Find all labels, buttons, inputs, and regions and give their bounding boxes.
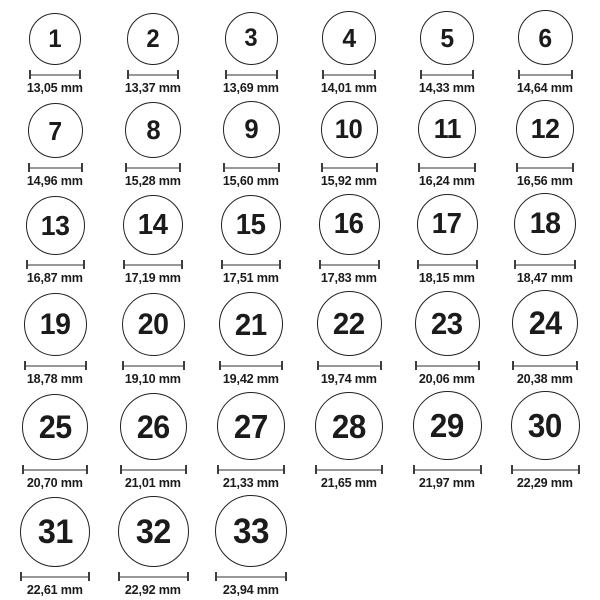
diameter-measure-line: [26, 260, 85, 269]
diameter-measure-line: [518, 70, 573, 79]
ring-size-cell: [300, 11, 398, 95]
ring-circle: [223, 101, 280, 158]
ring-size-number: 16: [334, 208, 364, 240]
diameter-label: 19,42 mm: [223, 371, 279, 386]
diameter-measure-line: [123, 260, 183, 269]
diameter-label: 15,92 mm: [321, 173, 377, 188]
ring-size-number: 29: [430, 407, 464, 444]
ring-size-cell: [104, 496, 202, 597]
ring-size-number: 2: [146, 24, 160, 53]
diameter-label: 20,38 mm: [517, 371, 573, 386]
ring-size-cell: [300, 194, 398, 285]
ring-size-cell: [6, 13, 104, 95]
ring-circle: [516, 100, 574, 158]
diameter-label: 22,61 mm: [27, 582, 83, 597]
ring-circle: [28, 103, 83, 158]
ring-circle: [322, 11, 376, 65]
ring-circle: [215, 495, 287, 567]
diameter-measure-line: [24, 361, 87, 370]
diameter-measure-line: [321, 163, 378, 172]
diameter-label: 16,56 mm: [517, 173, 573, 188]
ring-circle: [122, 293, 185, 356]
ring-circle: [20, 497, 90, 567]
ring-size-number: 33: [232, 511, 270, 551]
ring-size-cell: [104, 393, 202, 490]
ring-size-cell: [104, 102, 202, 188]
ring-circle: [24, 293, 87, 356]
diameter-measure-line: [512, 361, 578, 370]
ring-size-number: 17: [432, 208, 462, 240]
ring-circle: [415, 291, 480, 356]
ring-size-number: 27: [234, 407, 268, 445]
diameter-measure-line: [219, 361, 283, 370]
diameter-label: 13,37 mm: [125, 80, 181, 95]
diameter-label: 20,06 mm: [419, 371, 475, 386]
ring-circle: [317, 291, 382, 356]
diameter-label: 18,15 mm: [419, 270, 475, 285]
ring-size-cell: [398, 11, 496, 95]
ring-size-number: 18: [529, 207, 561, 240]
diameter-label: 21,97 mm: [419, 475, 475, 490]
ring-circle: [413, 391, 482, 460]
diameter-label: 19,74 mm: [321, 371, 377, 386]
ring-size-cell: [6, 497, 104, 597]
ring-size-cell: [104, 13, 202, 95]
ring-size-cell: [496, 290, 594, 386]
ring-size-cell: [202, 495, 300, 597]
diameter-measure-line: [217, 465, 285, 474]
diameter-measure-line: [417, 260, 478, 269]
diameter-measure-line: [29, 70, 81, 79]
diameter-measure-line: [20, 572, 90, 581]
ring-size-cell: [398, 100, 496, 188]
ring-size-number: 24: [528, 305, 562, 341]
ring-size-cell: [202, 392, 300, 490]
diameter-measure-line: [514, 260, 576, 269]
ring-circle: [319, 194, 380, 255]
diameter-label: 16,87 mm: [27, 270, 83, 285]
diameter-label: 14,01 mm: [321, 80, 377, 95]
diameter-label: 14,96 mm: [27, 173, 83, 188]
diameter-label: 21,33 mm: [223, 475, 279, 490]
ring-size-number: 11: [433, 113, 461, 144]
ring-size-number: 22: [333, 306, 365, 341]
diameter-measure-line: [118, 572, 189, 581]
ring-circle: [219, 292, 283, 356]
ring-size-cell: [398, 194, 496, 285]
diameter-measure-line: [511, 465, 580, 474]
ring-circle: [123, 195, 183, 255]
ring-size-cell: [300, 291, 398, 386]
diameter-label: 14,64 mm: [517, 80, 573, 95]
ring-circle: [120, 393, 187, 460]
ring-size-cell: [496, 100, 594, 188]
diameter-label: 13,05 mm: [27, 80, 83, 95]
diameter-measure-line: [22, 465, 88, 474]
diameter-label: 17,19 mm: [125, 270, 181, 285]
diameter-measure-line: [122, 361, 185, 370]
ring-size-cell: [496, 391, 594, 490]
diameter-measure-line: [225, 70, 278, 79]
diameter-measure-line: [516, 163, 574, 172]
diameter-measure-line: [315, 465, 383, 474]
ring-size-number: 12: [530, 113, 560, 144]
ring-size-cell: [496, 193, 594, 285]
diameter-measure-line: [28, 163, 83, 172]
ring-size-cell: [496, 10, 594, 95]
ring-size-number: 10: [335, 114, 363, 144]
diameter-measure-line: [120, 465, 187, 474]
ring-size-number: 9: [244, 114, 258, 144]
ring-size-number: 25: [38, 409, 72, 445]
ring-circle: [511, 391, 580, 460]
ring-size-number: 15: [236, 208, 266, 241]
ring-size-number: 3: [244, 24, 258, 52]
diameter-label: 20,70 mm: [27, 475, 83, 490]
diameter-label: 15,60 mm: [223, 173, 279, 188]
diameter-label: 14,33 mm: [419, 80, 475, 95]
ring-circle: [417, 194, 478, 255]
ring-size-number: 4: [342, 23, 356, 53]
ring-size-cell: [6, 293, 104, 386]
ring-size-number: 31: [37, 513, 73, 551]
ring-circle: [518, 10, 573, 65]
diameter-measure-line: [420, 70, 474, 79]
ring-circle: [514, 193, 576, 255]
diameter-label: 16,24 mm: [419, 173, 475, 188]
ring-size-cell: [398, 391, 496, 490]
ring-size-cell: [202, 101, 300, 188]
ring-size-cell: [398, 291, 496, 386]
diameter-measure-line: [322, 70, 376, 79]
ring-size-number: 6: [538, 22, 552, 53]
diameter-measure-line: [418, 163, 476, 172]
ring-size-number: 23: [431, 306, 463, 341]
diameter-measure-line: [319, 260, 380, 269]
ring-circle: [321, 101, 378, 158]
ring-circle: [221, 195, 281, 255]
ring-size-cell: [104, 195, 202, 285]
ring-size-number: 19: [39, 307, 71, 341]
ring-size-number: 26: [136, 408, 170, 445]
ring-size-number: 21: [235, 306, 267, 342]
diameter-label: 17,51 mm: [223, 270, 279, 285]
ring-circle: [118, 496, 189, 567]
ring-size-number: 30: [528, 407, 562, 444]
ring-circle: [217, 392, 285, 460]
diameter-label: 18,78 mm: [27, 371, 83, 386]
ring-circle: [29, 13, 81, 65]
ring-size-cell: [6, 103, 104, 188]
ring-size-number: 32: [135, 512, 171, 551]
diameter-measure-line: [415, 361, 480, 370]
diameter-measure-line: [223, 163, 280, 172]
ring-size-cell: [300, 392, 398, 490]
diameter-measure-line: [317, 361, 382, 370]
ring-size-cell: [202, 292, 300, 386]
ring-circle: [125, 102, 181, 158]
diameter-label: 18,47 mm: [517, 270, 573, 285]
ring-size-number: 13: [40, 209, 70, 241]
diameter-label: 19,10 mm: [125, 371, 181, 386]
diameter-measure-line: [221, 260, 281, 269]
ring-size-cell: [104, 293, 202, 386]
diameter-label: 22,92 mm: [125, 582, 181, 597]
diameter-label: 21,65 mm: [321, 475, 377, 490]
ring-circle: [418, 100, 476, 158]
ring-size-number: 5: [440, 23, 454, 53]
diameter-label: 21,01 mm: [125, 475, 181, 490]
ring-size-cell: [300, 101, 398, 188]
ring-size-number: 28: [332, 407, 366, 445]
ring-circle: [225, 12, 278, 65]
ring-size-cell: [202, 12, 300, 95]
ring-size-number: 8: [146, 114, 160, 145]
ring-size-number: 14: [138, 208, 168, 241]
ring-size-number: 1: [48, 24, 62, 53]
diameter-label: 13,69 mm: [223, 80, 279, 95]
diameter-measure-line: [125, 163, 181, 172]
diameter-label: 22,29 mm: [517, 475, 573, 490]
ring-size-cell: [6, 394, 104, 490]
ring-size-number: 20: [137, 307, 169, 341]
diameter-label: 23,94 mm: [223, 582, 279, 597]
ring-circle: [512, 290, 578, 356]
diameter-measure-line: [127, 70, 179, 79]
ring-size-cell: [202, 195, 300, 285]
ring-circle: [127, 13, 179, 65]
ring-size-number: 7: [48, 115, 62, 146]
ring-size-cell: [6, 196, 104, 285]
ring-circle: [315, 392, 383, 460]
diameter-label: 15,28 mm: [125, 173, 181, 188]
ring-circle: [22, 394, 88, 460]
ring-circle: [26, 196, 85, 255]
diameter-label: 17,83 mm: [321, 270, 377, 285]
ring-circle: [420, 11, 474, 65]
diameter-measure-line: [413, 465, 482, 474]
diameter-measure-line: [215, 572, 287, 581]
